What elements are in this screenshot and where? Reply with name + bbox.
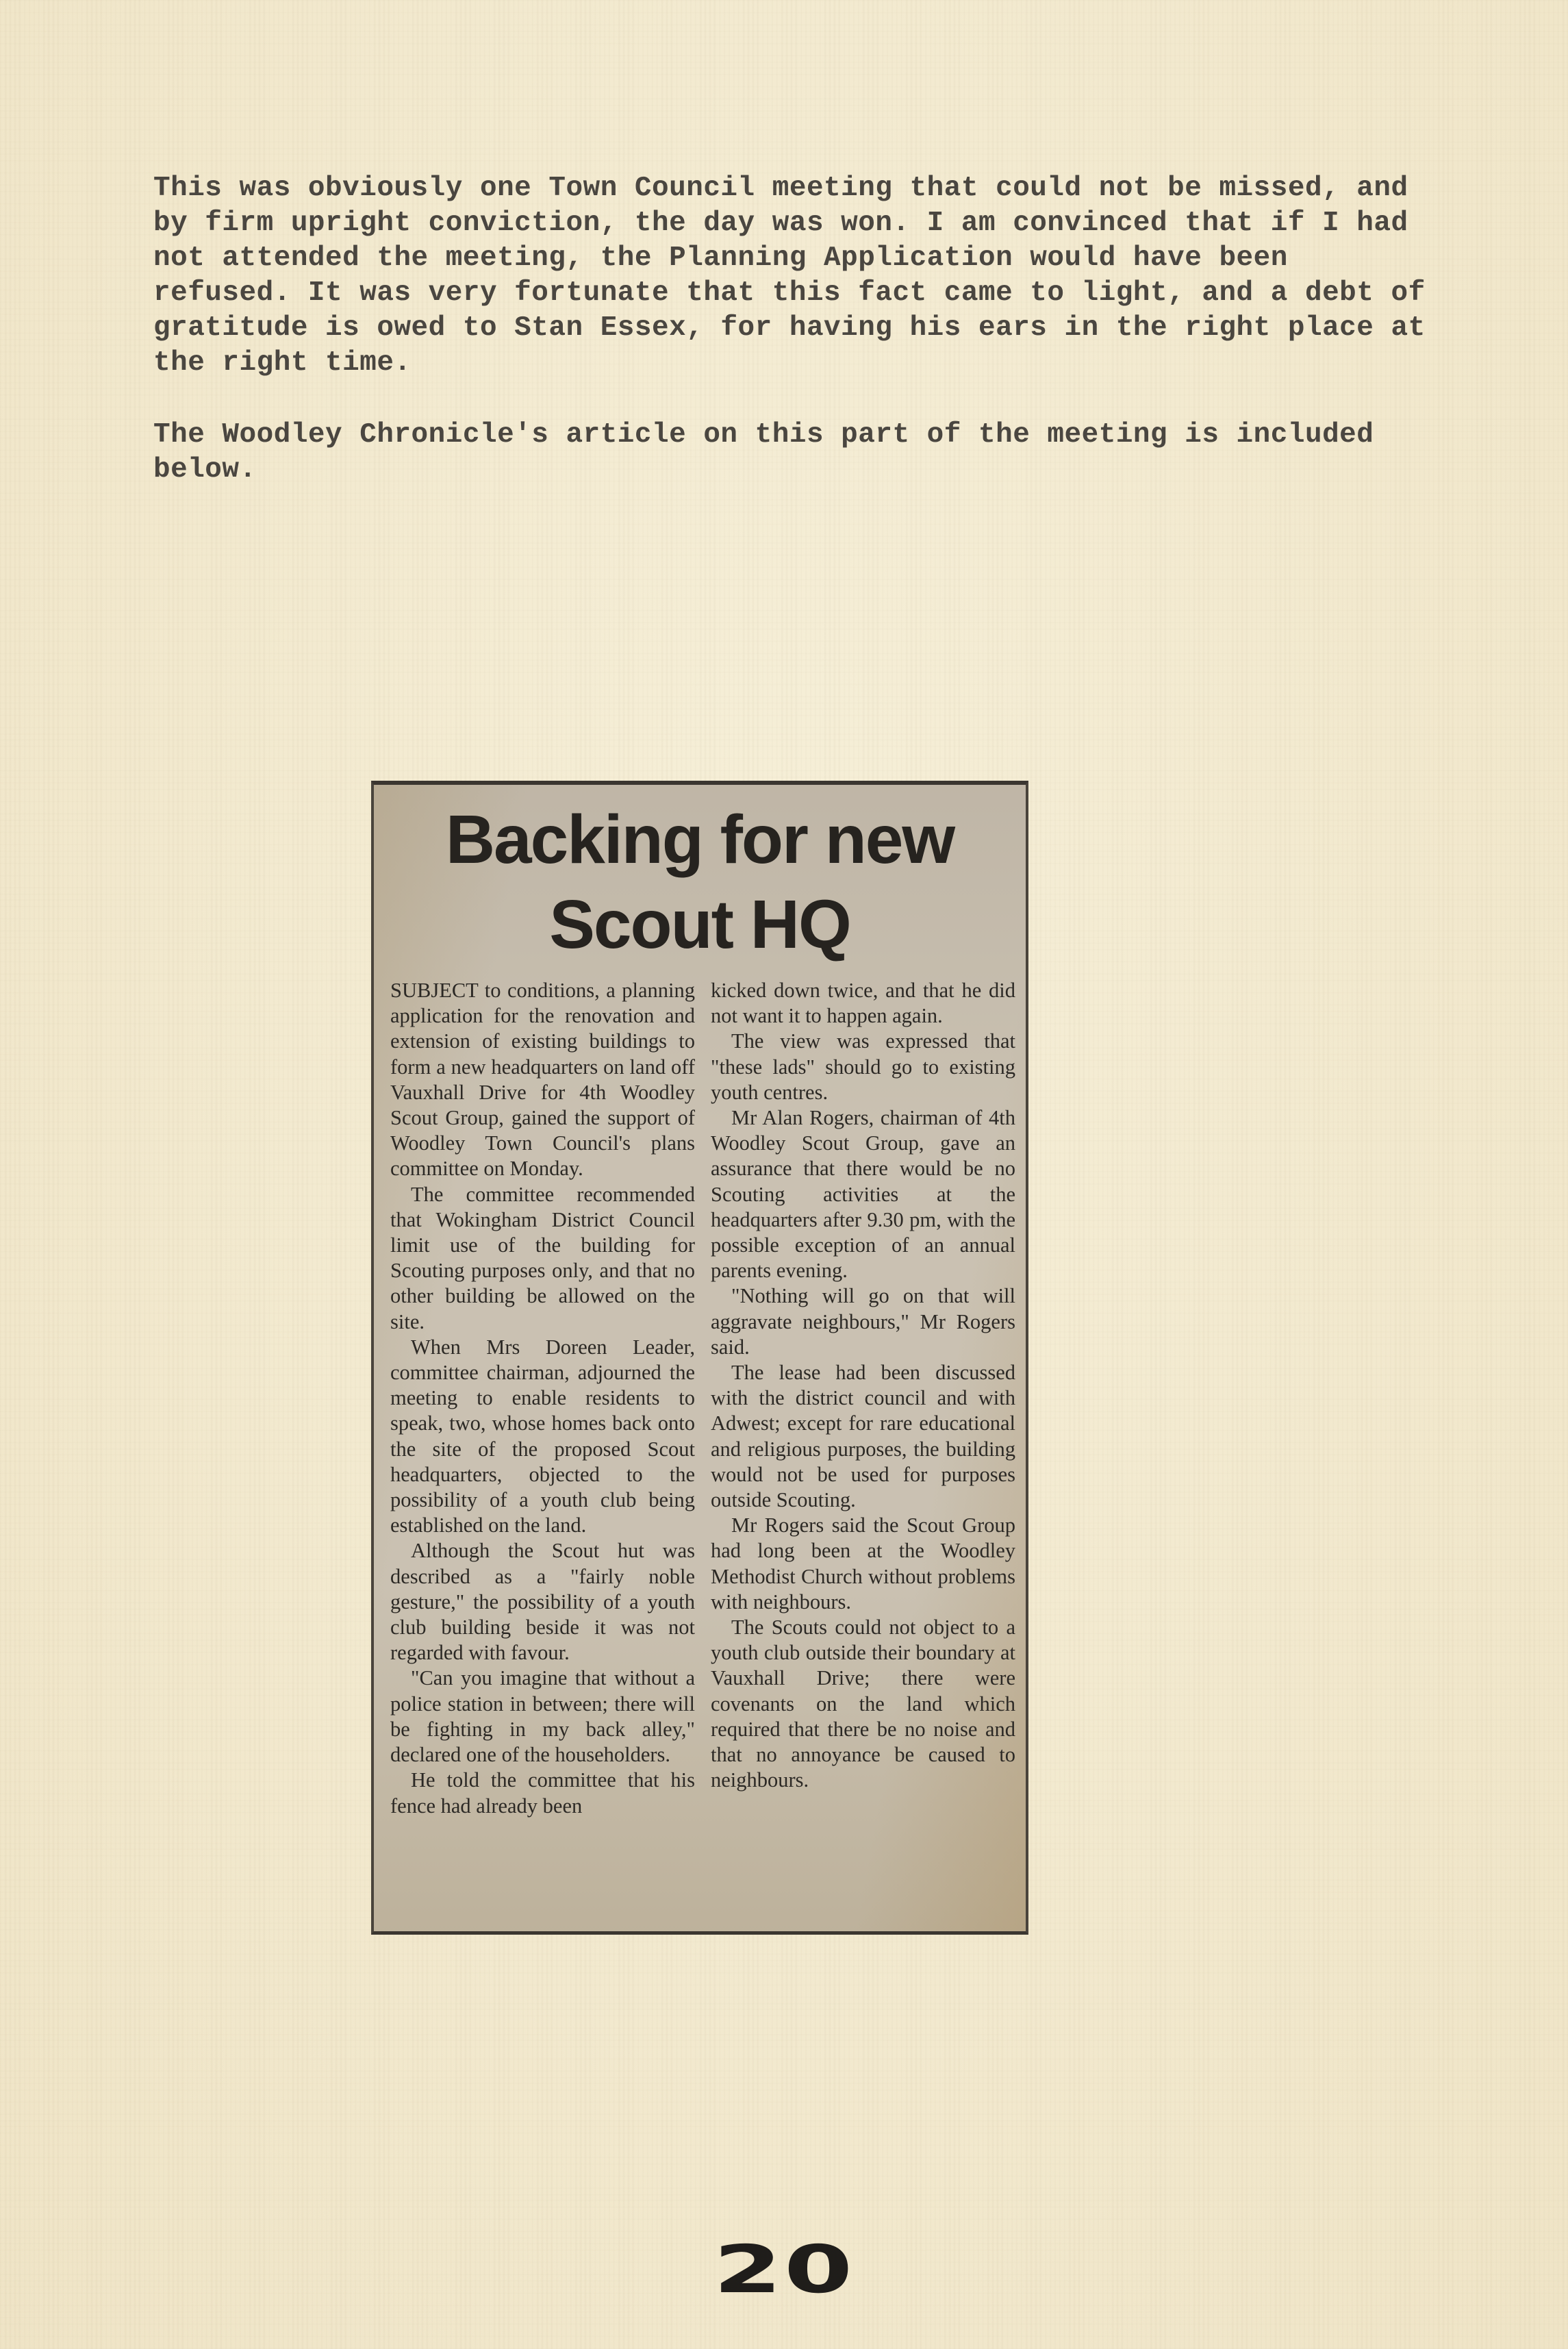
article-paragraph: Although the Scout hut was described as a "fairly noble gesture," the possibility of a youth club building beside it was not regarded with favour. — [390, 1539, 695, 1665]
article-paragraph: The Scouts could not object to a youth club outside their boundary at Vauxhall Drive; there were covenants on the land which required that there be no noise and that no annoyance be caused to neighbours. — [711, 1616, 1015, 1792]
article-paragraph: He told the committee that his fence had already been — [390, 1768, 695, 1818]
chronicle-note: The Woodley Chronicle's article on this part of the meeting is included below. — [153, 419, 1391, 486]
article-paragraph: "Can you imagine that without a police station in between; there will be fighting in my back alley," declared one of the householders. — [390, 1666, 695, 1767]
article-paragraph: The lease had been discussed with the district council and with Adwest; except for rare educational and religious purposes, the building would not be used for purposes outside Scouting. — [711, 1361, 1015, 1512]
article-paragraph: kicked down twice, and that he did not want it to happen again. — [711, 979, 1015, 1028]
article-paragraph: SUBJECT to conditions, a planning application for the renovation and extension of existing buildings to form a new headquarters on land off Vauxhall Drive for 4th Woodley Scout Group, gained the support of Woodley Town Council's plans committee on Monday. — [390, 979, 695, 1181]
article-paragraph: When Mrs Doreen Leader, committee chairman, adjourned the meeting to enable residents to speak, two, whose homes back onto the site of the proposed Scout headquarters, objected to the possibility of a youth club being established on the land. — [390, 1335, 695, 1537]
intro-paragraph: This was obviously one Town Council meeting that could not be missed, and by firm upright conviction, the day was won. I am convinced that if I had not attended the meeting, the Planning Application would have been refused. It was very fortunate that this fact came to light, and a debt of gratitude is owed to Stan Essex, for having his ears in the right place at the right time. — [153, 173, 1443, 379]
newspaper-clipping — [371, 781, 1028, 1935]
article-column-2 — [711, 978, 1015, 1794]
headline-line-1: Backing for new — [445, 801, 954, 878]
headline-line-2: Scout HQ — [549, 886, 850, 963]
article-paragraph: "Nothing will go on that will aggravate neighbours," Mr Rogers said. — [711, 1284, 1015, 1359]
article-column-1 — [390, 978, 695, 1819]
article-paragraph: Mr Alan Rogers, chairman of 4th Woodley Scout Group, gave an assurance that there would be no Scouting activities at the headquarters after 9.30 pm, with the possible exception of an annual parents evening. — [711, 1106, 1015, 1283]
article-paragraph: The view was expressed that "these lads" should go to existing youth centres. — [711, 1029, 1015, 1104]
article-paragraph: The committee recommended that Wokingham District Council limit use of the building for Scouting purposes only, and that no other building be allowed on the site. — [390, 1182, 695, 1333]
article-paragraph: Mr Rogers said the Scout Group had long been at the Woodley Methodist Church without problems with neighbours. — [711, 1513, 1015, 1613]
clipping-headline — [374, 797, 1026, 967]
page-number: 20 — [713, 2231, 855, 2308]
